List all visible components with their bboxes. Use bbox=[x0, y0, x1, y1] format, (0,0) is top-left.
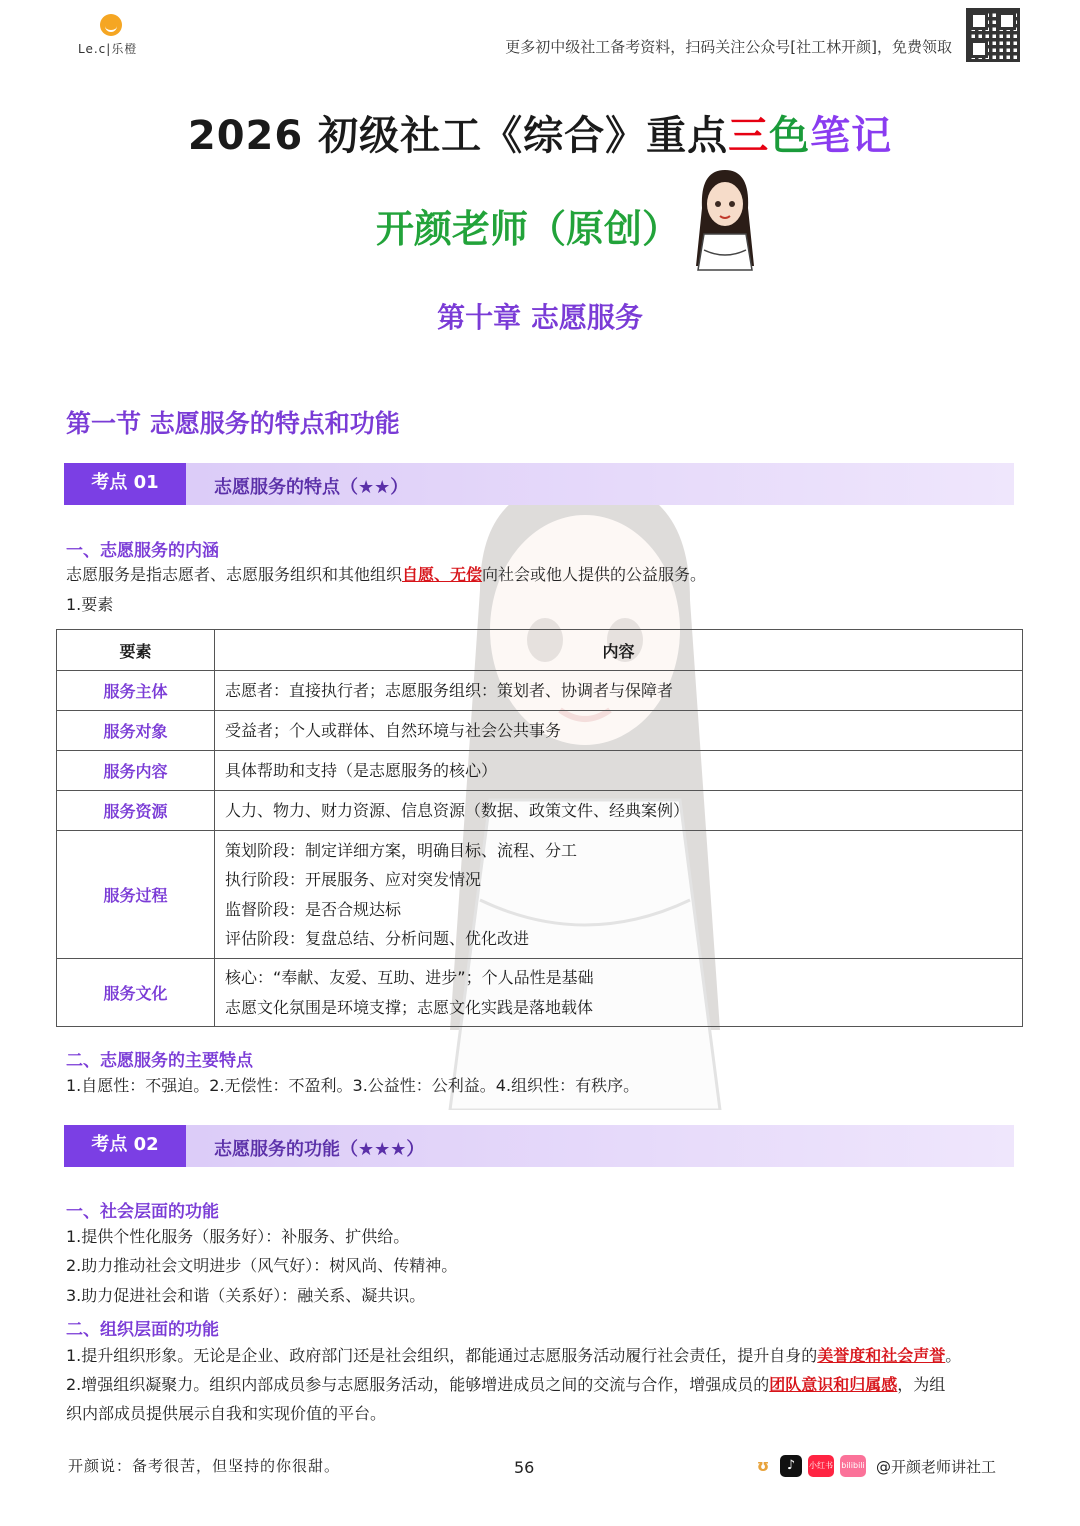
org-highlight: 团队意识和归属感 bbox=[769, 1375, 898, 1394]
subheading-connotation: 一、志愿服务的内涵 bbox=[66, 541, 219, 561]
key-point-title: 志愿服务的功能（★★★） bbox=[214, 1139, 425, 1160]
bilibili-icon: bilibili bbox=[840, 1455, 866, 1477]
org-highlight: 美誉度和社会声誉 bbox=[817, 1346, 946, 1365]
douyin-icon: ♪ bbox=[780, 1455, 802, 1477]
table-value-cell: 核心：“奉献、友爱、互助、进步”；个人品性是基础 志愿文化氛围是环境支撑；志愿文化实践是落地载体 bbox=[215, 959, 1023, 1027]
xiaoyuzhou-icon: ʊ bbox=[752, 1455, 774, 1477]
table-key-cell: 服务资源 bbox=[57, 791, 215, 831]
key-point-badge: 考点 01 bbox=[64, 463, 186, 505]
chapter-title: 第十章 志愿服务 bbox=[437, 301, 643, 334]
table-key-cell: 服务内容 bbox=[57, 751, 215, 791]
table-row bbox=[57, 751, 1023, 791]
social-function-item: 2.助力推动社会文明进步（风气好）：树风尚、传精神。 bbox=[66, 1256, 458, 1275]
logo-text: Le.c|乐橙 bbox=[78, 42, 138, 56]
subheading-org-functions: 二、组织层面的功能 bbox=[66, 1320, 219, 1340]
social-icons bbox=[752, 1452, 996, 1480]
table-key-cell: 服务过程 bbox=[57, 831, 215, 959]
elements-table bbox=[56, 629, 1023, 1027]
footer-slogan: 开颜说：备考很苦，但坚持的你很甜。 bbox=[68, 1457, 341, 1475]
elements-label: 1.要素 bbox=[66, 595, 114, 614]
qr-code-icon bbox=[966, 8, 1020, 62]
author-line: 开颜老师（原创） bbox=[376, 207, 681, 251]
table-value-cell: 策划阶段：制定详细方案，明确目标、流程、分工 执行阶段：开展服务、应对突发情况 监督阶段：是否合规达标 评估阶段：复盘总结、分析问题、优化改进 bbox=[215, 831, 1023, 959]
table-value-cell: 具体帮助和支持（是志愿服务的核心） bbox=[215, 751, 1023, 791]
org-function-continuation: 织内部成员提供展示自我和实现价值的平台。 bbox=[66, 1404, 387, 1423]
key-point-title: 志愿服务的特点（★★） bbox=[214, 477, 409, 498]
table-row bbox=[57, 959, 1023, 1027]
table-row bbox=[57, 711, 1023, 751]
definition-highlight: 自愿、无偿 bbox=[402, 565, 483, 584]
key-point-01-banner bbox=[64, 463, 1014, 505]
social-function-item: 1.提供个性化服务（服务好）：补服务、扩供给。 bbox=[66, 1227, 410, 1246]
table-key-cell: 服务主体 bbox=[57, 671, 215, 711]
author-handle: @开颜老师讲社工 bbox=[876, 1457, 997, 1476]
features-paragraph: 1.自愿性：不强迫。2.无偿性：不盈利。3.公益性：公利益。4.组织性：有秩序。 bbox=[66, 1076, 640, 1095]
section-title: 第一节 志愿服务的特点和功能 bbox=[66, 409, 400, 438]
promo-text: 更多初中级社工备考资料，扫码关注公众号[社工林开颜]，免费领取 bbox=[505, 38, 952, 56]
table-value-cell: 人力、物力、财力资源、信息资源（数据、政策文件、经典案例） bbox=[215, 791, 1023, 831]
org-function-item: 1.提升组织形象。无论是企业、政府部门还是社会组织，都能通过志愿服务活动履行社会责任，提升自身的美誉度和社会声誉。 bbox=[66, 1346, 962, 1365]
table-key-cell: 服务文化 bbox=[57, 959, 215, 1027]
table-row bbox=[57, 791, 1023, 831]
key-point-badge: 考点 02 bbox=[64, 1125, 186, 1167]
table-key-cell: 服务对象 bbox=[57, 711, 215, 751]
table-row bbox=[57, 671, 1023, 711]
definition-paragraph: 志愿服务是指志愿者、志愿服务组织和其他组织自愿、无偿向社会或他人提供的公益服务。 bbox=[66, 565, 707, 584]
key-point-02-banner bbox=[64, 1125, 1014, 1167]
page-number: 56 bbox=[514, 1458, 535, 1477]
document-title: 2026 初级社工《综合》重点三色笔记 bbox=[187, 113, 893, 159]
subheading-social-functions: 一、社会层面的功能 bbox=[66, 1202, 219, 1222]
table-value-cell: 志愿者：直接执行者；志愿服务组织：策划者、协调者与保障者 bbox=[215, 671, 1023, 711]
lecheng-logo bbox=[78, 12, 158, 56]
table-header-row bbox=[57, 630, 1023, 671]
org-function-item: 2.增强组织凝聚力。组织内部成员参与志愿服务活动，能够增进成员之间的交流与合作，增强成员的团队意识和归属感，为组 bbox=[66, 1375, 946, 1394]
subheading-features: 二、志愿服务的主要特点 bbox=[66, 1051, 253, 1071]
xiaohongshu-icon: 小红书 bbox=[808, 1455, 834, 1477]
table-header-cell: 内容 bbox=[215, 630, 1023, 671]
table-row bbox=[57, 831, 1023, 959]
social-function-item: 3.助力促进社会和谐（关系好）：融关系、凝共识。 bbox=[66, 1286, 426, 1305]
table-value-cell: 受益者；个人或群体、自然环境与社会公共事务 bbox=[215, 711, 1023, 751]
table-header-cell: 要素 bbox=[57, 630, 215, 671]
teacher-avatar bbox=[692, 168, 758, 272]
